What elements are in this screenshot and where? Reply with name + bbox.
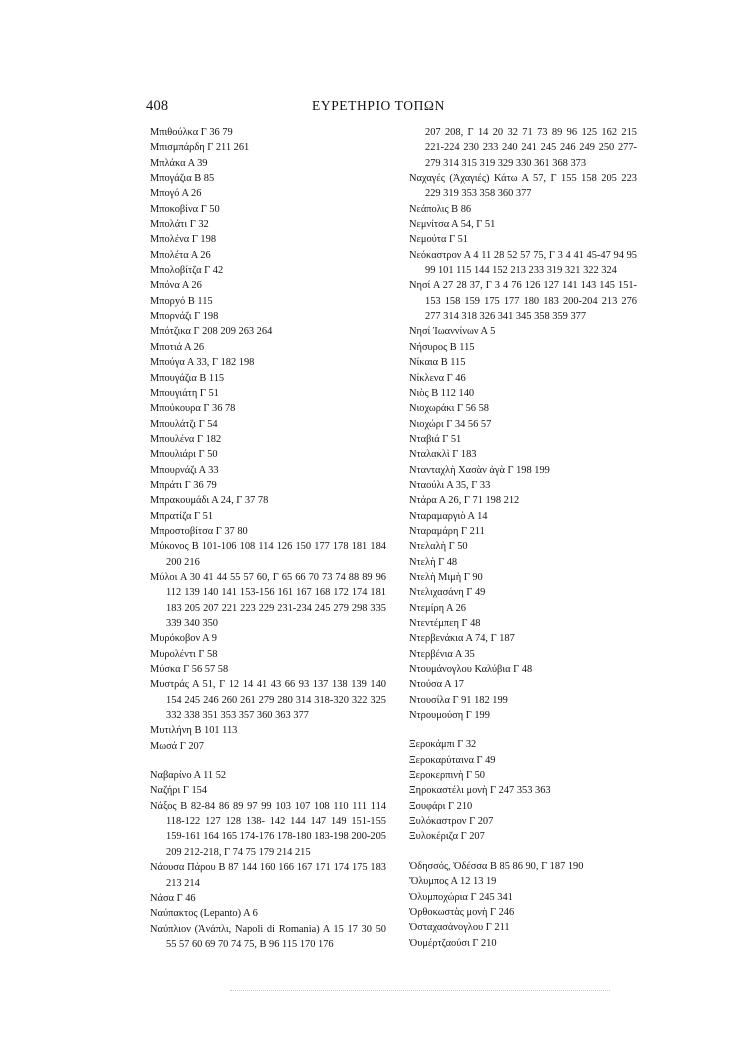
index-entry: Ντουσίλα Γ 91 182 199 [409, 694, 508, 706]
index-entry: Ξηροκαστέλι μονὴ Γ 247 353 363 [409, 785, 551, 797]
index-entry: Ὀυμέρτζαούσι Γ 210 [409, 937, 497, 949]
index-entry: Ὄλυμπος Α 12 13 19 [409, 876, 497, 888]
index-entry: Μύσκα Γ 56 57 58 [150, 664, 229, 676]
index-entry: Μπιθούλκα Γ 36 79 [150, 127, 233, 138]
index-entry: Νιὸς Β 112 140 [409, 387, 475, 399]
index-entry: Μπισμπάρδη Γ 211 261 [150, 142, 250, 154]
index-entry: Μπρατίζα Γ 51 [150, 510, 214, 522]
index-entry: Νήσυρος Β 115 [409, 341, 475, 353]
index-entry: Νίκαια Β 115 [409, 357, 466, 369]
index-entry: Μπορνάζι Γ 198 [150, 311, 219, 323]
index-entry: Μύκονος Β 101-106 108 114 126 150 177 178 181 184 200 216 [150, 541, 386, 568]
index-entry: Ντάρα Α 26, Γ 71 198 212 [409, 495, 520, 507]
index-entry: Μπολοβίτζα Γ 42 [150, 265, 224, 277]
index-entry: Μπουγιάτη Γ 51 [150, 387, 219, 399]
index-entry: Ναύπλιον (Ἀνάπλι, Napoli di Romania) Α 15 17 30 50 55 57 60 69 70 74 75, Β 96 115 170 176 [150, 923, 386, 950]
index-entry: Ντερβένια Α 35 [409, 648, 475, 660]
index-entry: Μπράτι Γ 36 79 [150, 479, 217, 491]
scan-artifact-dots [230, 990, 610, 993]
index-entry: Μπουλιάρι Γ 50 [150, 449, 218, 461]
index-entry: Μπολένα Γ 198 [150, 234, 217, 246]
index-entry: Μπούγα Α 33, Γ 182 198 [150, 357, 255, 369]
index-entry: Μυρολέντι Γ 58 [150, 648, 218, 660]
index-entry: Νεάπολις Β 86 [409, 203, 472, 215]
index-entry: Ξεροκάμπι Γ 32 [409, 739, 477, 751]
index-entry: Ντερβενάκια Α 74, Γ 187 [409, 633, 515, 645]
index-entry: Μπρακουμάδι Α 24, Γ 37 78 [150, 495, 269, 507]
index-entry: Νεόκαστρον Α 4 11 28 52 57 75, Γ 3 4 41 45-47 94 95 99 101 115 144 152 213 233 319 321 322 324 [409, 249, 637, 277]
index-entry: Ξουφάρι Γ 210 [409, 800, 473, 812]
index-entry: Ναβαρίνο Α 11 52 [150, 770, 227, 782]
index-entry: Ντουμάνογλου Καλύβια Γ 48 [409, 664, 533, 676]
index-entry: Νάξος Β 82-84 86 89 97 99 103 107 108 110 111 114 118-122 127 128 138- 142 144 147 149 151-155 159-161 164 165 174-176 178-180 183-198 200-205 209 212-218, Γ 74 75 179 214 215 [150, 800, 386, 858]
index-entry: Μπολέτα Α 26 [150, 249, 211, 261]
index-entry: Ναζήρι Γ 154 [150, 785, 208, 797]
index-entry: Μπλάκα Α 39 [150, 157, 208, 169]
index-entry: Μπότζικα Γ 208 209 263 264 [150, 326, 273, 338]
index-entry: Ὀλυμποχώρια Γ 245 341 [409, 891, 513, 903]
index-entry: Ντεντέμπεη Γ 48 [409, 618, 481, 629]
index-entry: Μπόνα Α 26 [150, 280, 202, 292]
index-entry: Ναχαγές (Ἀχαγιές) Κάτω Α 57, Γ 155 158 205 223 229 319 353 358 360 377 [409, 173, 637, 200]
index-entry: Ντελαλὴ Γ 50 [409, 541, 468, 553]
index-entry: Ξεροκερπινὴ Γ 50 [409, 770, 485, 782]
index-entry: Νεμούτα Γ 51 [409, 234, 468, 246]
index-entry: Ντελιχασάνη Γ 49 [409, 587, 486, 599]
index-entry: Μπογάζια Β 85 [150, 173, 215, 185]
index-entry: Ξεροκαρύταινα Γ 49 [409, 754, 496, 766]
index-entry: Μπουλάτζι Γ 54 [150, 418, 218, 430]
index-entry: Μυρόκοβον Α 9 [150, 633, 217, 645]
index-entry: Ντεμίρη Α 26 [409, 602, 466, 614]
index-entry-continuation: 207 208, Γ 14 20 32 71 73 89 96 125 162 215 221-224 230 233 240 241 245 246 249 250 277-279 314 315 319 329 330 361 368 373 [425, 127, 637, 169]
index-entry: Νησί Ἰωαννίνων Α 5 [409, 326, 496, 338]
index-entry: Νησί Α 27 28 37, Γ 3 4 76 126 127 141 143 145 151-153 158 159 175 177 180 183 200-204 213 276 277 314 318 326 341 345 358 359 377 [409, 280, 637, 323]
index-entry: Μυστράς Α 51, Γ 12 14 41 43 66 93 137 138 139 140 154 245 246 260 261 279 280 314 318-320 322 325 332 338 351 353 357 360 363 377 [150, 679, 386, 722]
index-entry: Μποκοβίνα Γ 50 [150, 203, 220, 215]
index-column-left [150, 125, 386, 952]
index-entry: Νάσα Γ 46 [150, 892, 196, 904]
index-entry: Μυτιλήνη Β 101 113 [150, 725, 238, 737]
index-entry: Ντελὴ Γ 48 [409, 556, 458, 568]
index-entry: Ναύπακτος (Lepanto) Α 6 [150, 908, 258, 920]
index-entry: Ὀσταχασάνογλου Γ 211 [409, 922, 510, 934]
section-gap [150, 754, 386, 768]
index-entry: Ντούσα Α 17 [409, 679, 465, 691]
index-entry: Νταραμαργιὸ Α 14 [409, 510, 488, 522]
index-entry: Νταβιά Γ 51 [409, 433, 462, 445]
index-entry: Νταούλι Α 35, Γ 33 [409, 479, 491, 491]
page-number: 408 [146, 98, 169, 114]
index-entry: Μποτιά Α 26 [150, 341, 205, 353]
index-entry: Νταραμάρη Γ 211 [409, 525, 485, 537]
index-entry: Νίκλενα Γ 46 [409, 372, 466, 384]
section-gap [409, 723, 637, 737]
index-entry: Μπογό Α 26 [150, 188, 202, 200]
index-entry: Ντανταχλὴ Χασὰν ἀγὰ Γ 198 199 [409, 464, 550, 476]
index-entry: Μύλοι Α 30 41 44 55 57 60, Γ 65 66 70 73 74 88 89 96 112 139 140 141 153-156 161 167 168 172 174 181 183 205 207 221 223 229 231-234 245 279 298 335 339 340 350 [150, 571, 386, 629]
index-entry: Νεμνίτσα Α 54, Γ 51 [409, 219, 496, 231]
index-entry: Μωσά Γ 207 [150, 740, 204, 752]
index-entry: Μπούκουρα Γ 36 78 [150, 403, 236, 415]
index-entry: Ξυλοκέριζα Γ 207 [409, 831, 485, 843]
index-entry: Ντρουμούση Γ 199 [409, 710, 490, 722]
index-entry: Ντελὴ Μιμὴ Γ 90 [409, 571, 483, 583]
index-column-right [409, 125, 637, 951]
index-entry: Μπολάτι Γ 32 [150, 219, 209, 231]
index-entry: Νταλακλὶ Γ 183 [409, 449, 477, 461]
running-title: ΕΥΡΕΤΗΡΙΟ ΤΟΠΩΝ [312, 98, 445, 113]
index-entry: Μπουγάζια Β 115 [150, 372, 225, 384]
index-entry: Νάουσα Πάρου Β 87 144 160 166 167 171 174 175 183 213 214 [150, 862, 386, 889]
index-entry: Νιοχώρι Γ 34 56 57 [409, 418, 492, 430]
index-entry: Μπορyό Β 115 [150, 295, 213, 307]
index-entry: Νιοχωράκι Γ 56 58 [409, 403, 489, 415]
index-entry: Μπουλένα Γ 182 [150, 433, 222, 445]
section-gap [409, 845, 637, 859]
index-entry: Μπροστοβίτσα Γ 37 80 [150, 525, 248, 537]
index-entry: Μπουρνάζι Α 33 [150, 464, 219, 476]
index-entry: Ὀρθοκωστὰς μονὴ Γ 246 [409, 906, 515, 918]
index-entry: Ὀδησσός, Ὀδέσσα Β 85 86 90, Γ 187 190 [409, 860, 584, 872]
index-entry: Ξυλόκαστρον Γ 207 [409, 816, 494, 828]
